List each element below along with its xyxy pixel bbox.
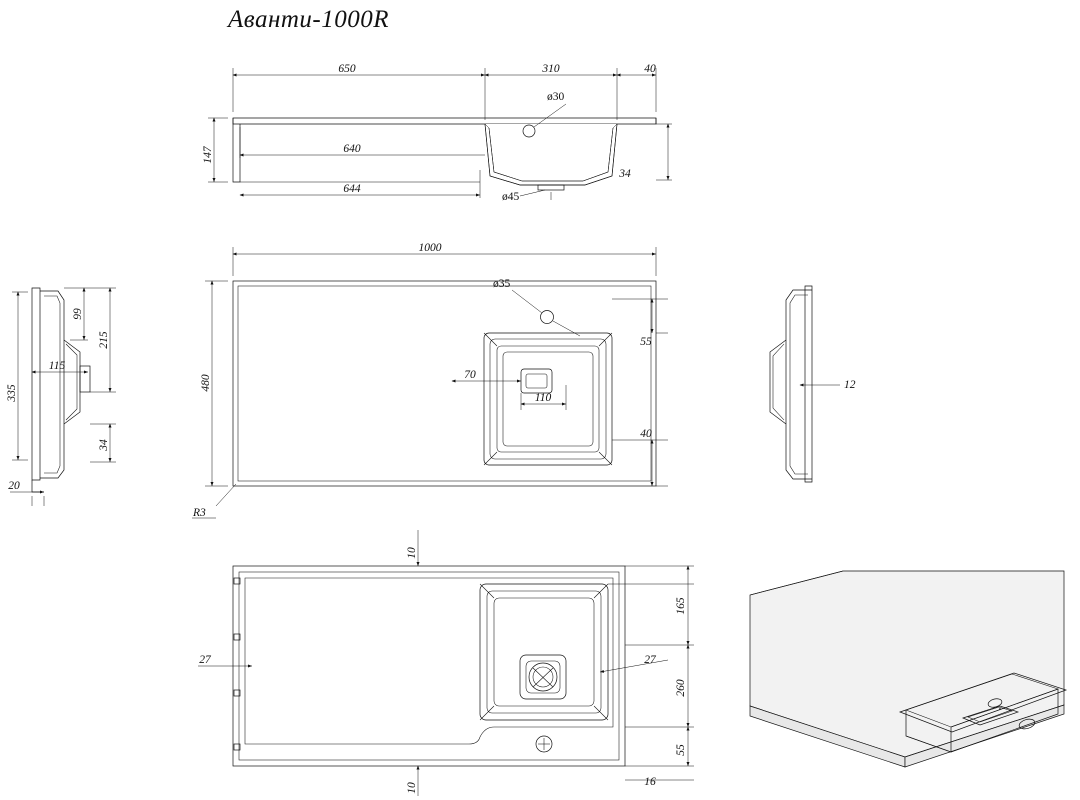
left-side-section-view: [6, 288, 116, 506]
dim-99: 99: [72, 308, 84, 320]
dim-hole-30: ø30: [547, 91, 565, 103]
dim-640: 640: [343, 143, 361, 155]
dim-27-right: 27: [644, 654, 656, 666]
dim-215: 215: [98, 331, 110, 349]
dim-40-front: 40: [644, 63, 656, 75]
dim-650: 650: [338, 63, 356, 75]
dim-16: 16: [644, 776, 656, 788]
page-title: Аванти-1000R: [228, 6, 390, 33]
label-r3: R3: [193, 507, 206, 519]
dim-480: 480: [200, 374, 212, 392]
dim-10-top: 10: [406, 547, 418, 559]
dim-644: 644: [343, 183, 361, 195]
dim-335: 335: [6, 384, 18, 402]
dim-110: 110: [534, 392, 552, 404]
front-section-view: [202, 63, 672, 203]
dim-260: 260: [675, 679, 687, 697]
dim-55-top: 55: [640, 336, 652, 348]
dim-10-bottom: 10: [406, 782, 418, 794]
dim-hole-35: ø35: [493, 278, 511, 290]
top-view: [192, 242, 668, 519]
dim-27-left: 27: [199, 654, 211, 666]
dim-34-left: 34: [98, 439, 110, 451]
dim-55-bottom: 55: [675, 744, 687, 756]
isometric-view: [750, 571, 1066, 767]
dim-12: 12: [844, 379, 856, 391]
dim-115: 115: [48, 360, 66, 372]
dim-hole-45: ø45: [502, 191, 520, 203]
right-side-section-view: [770, 286, 856, 482]
dim-147: 147: [202, 146, 214, 164]
dim-20: 20: [8, 480, 20, 492]
dim-40-top: 40: [640, 428, 652, 440]
dim-310: 310: [542, 63, 560, 75]
dim-34-front: 34: [619, 168, 631, 180]
dim-165: 165: [675, 597, 687, 615]
bottom-view: [198, 530, 694, 796]
dim-70: 70: [464, 369, 476, 381]
dim-1000: 1000: [418, 242, 442, 254]
